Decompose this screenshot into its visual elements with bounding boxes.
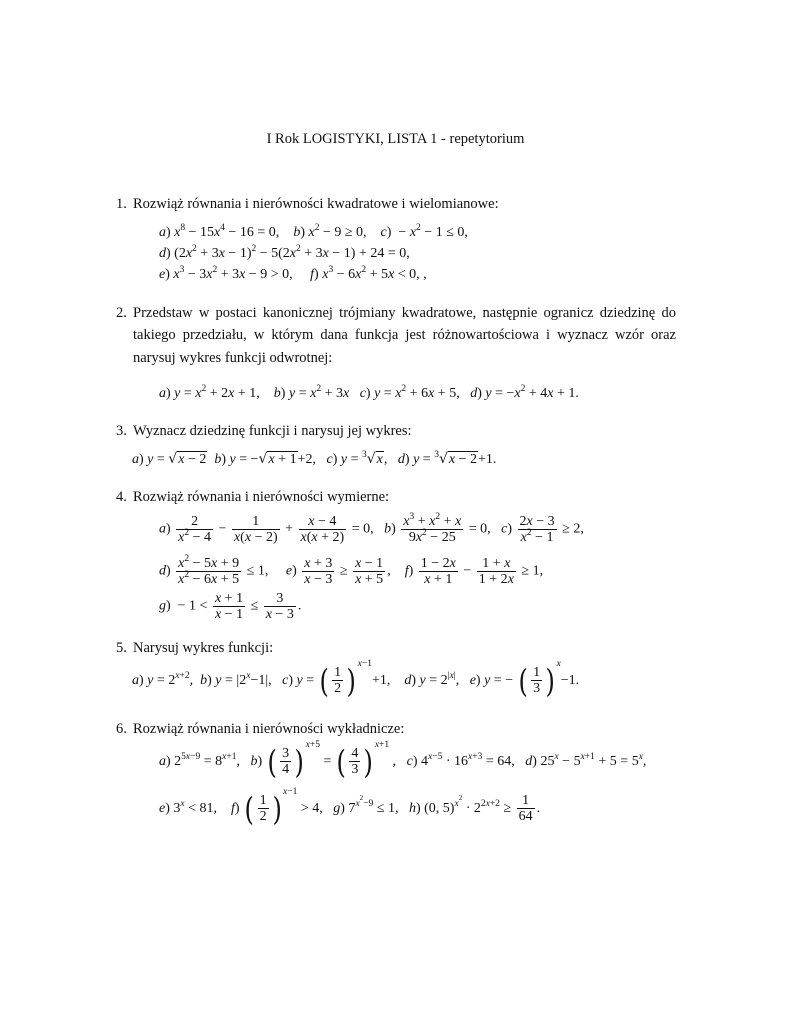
problem-number: 2. [116,305,127,321]
problem-number: 3. [116,423,127,439]
problem-text: Rozwiąż równania i nierówności wymierne: [133,489,390,505]
problem-1 [116,193,676,215]
problem-4 [116,486,676,508]
problem-text: Wyznacz dziedzinę funkcji i narysuj jej wykres: [133,423,412,439]
problem-text: Rozwiąż równania i nierówności kwadratowe i wielomianowe: [133,196,499,212]
equation-line: a) $x^8 - 15x^4 - 16 = 0$, b) $x^2 - 9 \ge 0$, $c) - x^2 - 1 \le 0$, [159,223,468,240]
equation-line: e) $x^3 - 3x^2 + 3x - 9 > 0$, f) $x^3 - 6x^2 + 5x < 0$, , [159,265,427,282]
equation-line: d) $\frac{x^2 - 5x + 9}{x^2 - 6x + 5}$ ≤ 1, e) $\frac{x + 3}{x - 3}$ ≥ $\frac{x - 1}{x + 5}$ , f) $\frac{1 - 2x}{x + 1}$ − $\frac{1 + x}{1 + 2x}$ ≥ 1, [159,554,544,587]
problem-text: Rozwiąż równania i nierówności wykładnicze: [133,721,405,737]
problem-number: 4. [116,489,127,505]
equation-line: d) $(2x^2 + 3x - 1)^2 - 5(2x^2 + 3x - 1) + 24 = 0$, [159,244,410,261]
problem-5 [116,637,676,659]
problem-text: Narysuj wykres funkcji: [133,640,274,656]
problem-6 [116,718,676,740]
equation-line: e) $3^x < 81$, f) ( $\frac{1}{2}$ ) $^{x-1}$ > 4, g) $7^{x^2-9} \le 1$, h) (0, $5)^{x^2} \cdot 2^{2x+2}$ ≥ $\frac{1}{64}$ . [159,787,541,828]
problem-number: 1. [116,196,127,212]
problem-2 [116,302,676,369]
equation-line: a) $\frac{2}{x^2 - 4}$ − $\frac{1}{x(x - 2)}$ + $\frac{x - 4}{x(x + 2)}$ = 0, b) $\frac{x^3 + x^2 + x}{9x^2 - 25}$ = 0, c) $\frac{2x - 3}{x^2 - 1}$ ≥ 2, [159,512,584,545]
problem-number: 5. [116,640,127,656]
problem-number: 6. [116,721,127,737]
problem-3 [116,420,676,442]
equation-line: a) $y = x^2 + 2x + 1$, b) $y = x^2 + 3x$ c) $y = x^2 + 6x + 5$, d) $y = -x^2 + 4x + 1$. [159,384,579,401]
equation-line: g) − 1 < $\frac{x + 1}{x - 1}$ ≤ $\frac{3}{x - 3}$ . [159,591,302,622]
problem-text: Przedstaw w postaci kanonicznej trójmiany kwadratowe, następnie ogranicz dziedzinę do takiego przedziału, w którym dana funkcja jest różnowartościowa i wyznacz wzór oraz narysuj wykres funkcji odwrotnej: [133,305,676,366]
equation-line: a) $2^{5x-9} = 8^{x+1}$, b) ( $\frac{3}{4}$ ) $^{x+5}$ = ( $\frac{4}{3}$ ) $^{x+1}$ , c) $4^{x-5} \cdot 16^{x+3} = 64$, d) $25^x - 5^{x+1} + 5 = 5^x$, [159,740,647,781]
page-title: I Rok LOGISTYKI, LISTA 1 - repetytorium [266,131,525,147]
equation-line: a) $y = 2^{x+2}$, b) $y = |2^x-1|$, c) y = ( $\frac{1}{2}$ ) $^{x-1}$+1, d) $y = 2^{|x|}$, e) y = − ( $\frac{1}{3}$ ) $^x$−1. [132,659,580,700]
equation-line: a) y = √x − 2 b) y = −√x + 1+2, c) y = $^3$√x, d) y = $^3$√x − 2+1. [132,450,497,467]
